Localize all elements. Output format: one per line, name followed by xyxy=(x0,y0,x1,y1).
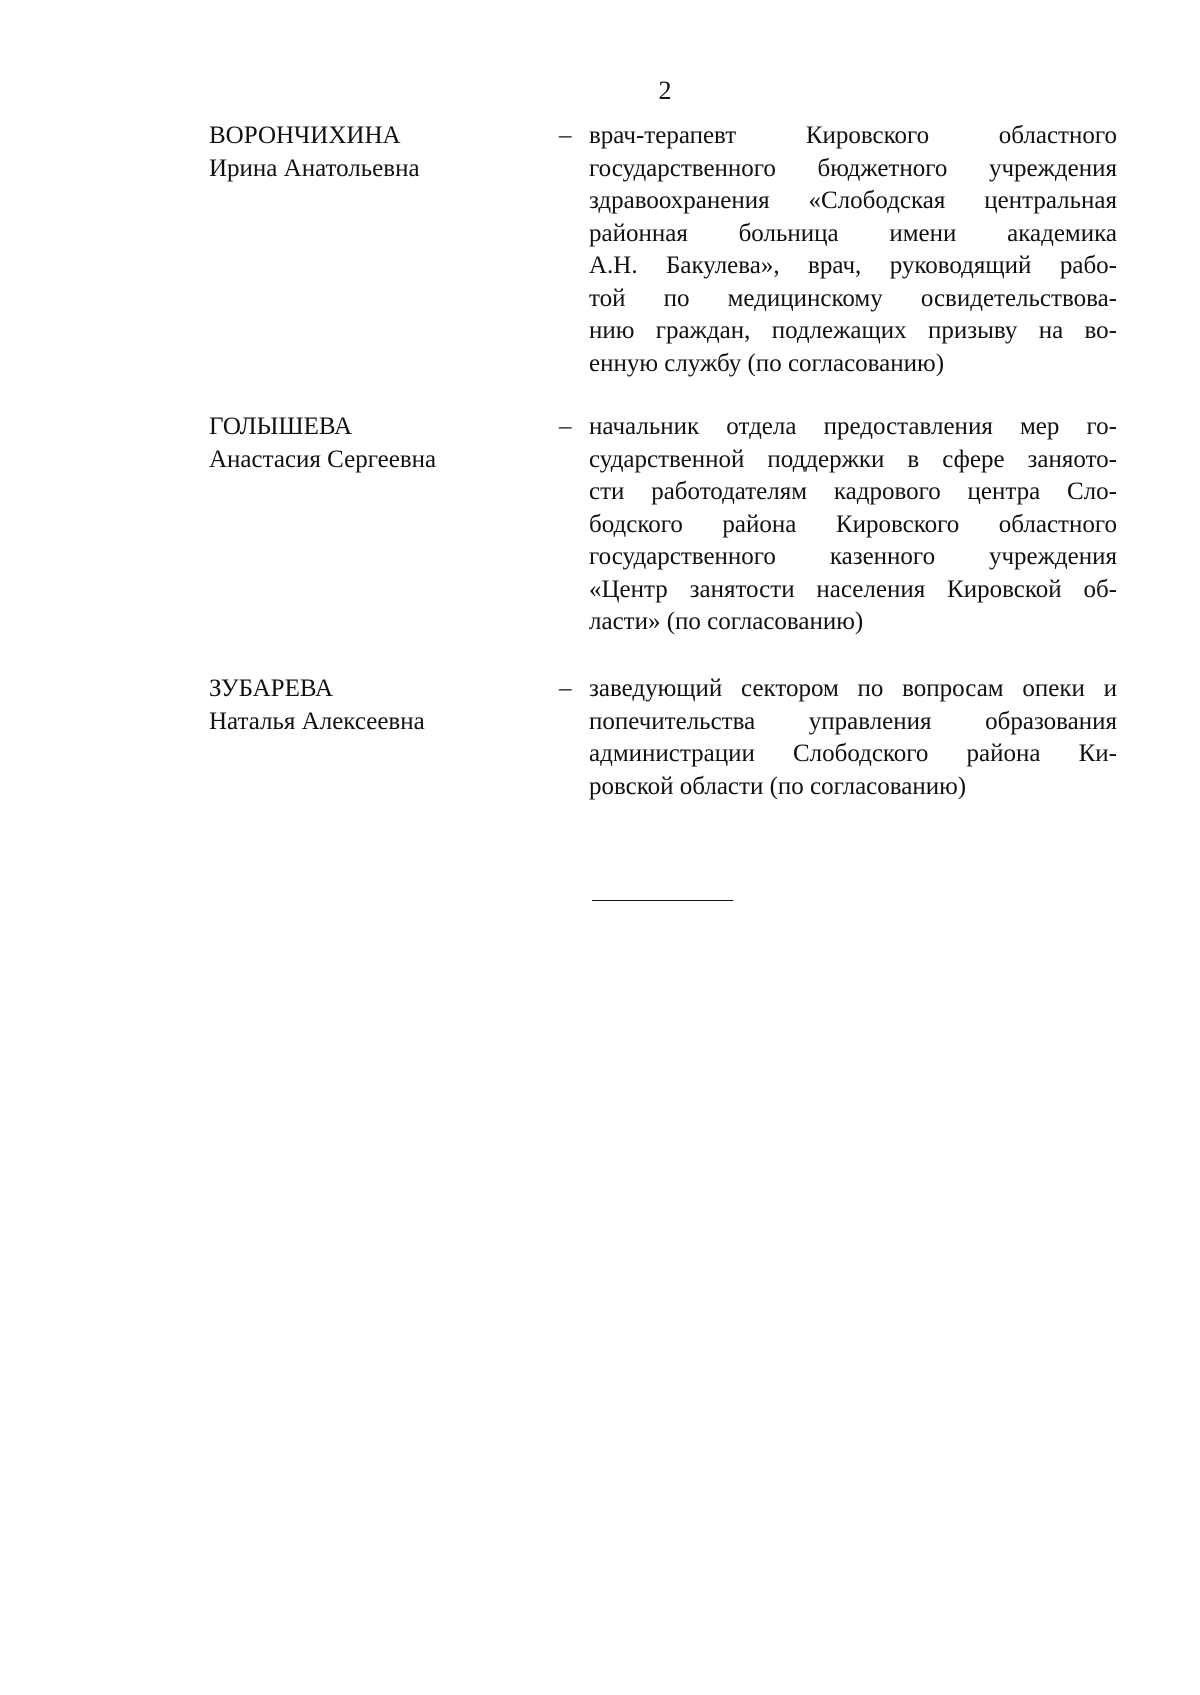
description-line: районная больница имени академика xyxy=(589,219,1117,247)
description-line: нию граждан, подлежащих призыву на во- xyxy=(589,317,1117,344)
description-line: бодского района Кировского областного xyxy=(589,510,1117,538)
member-position-description xyxy=(589,120,1117,380)
description-line: той по медицинскому освидетельствова- xyxy=(589,284,1117,312)
description-line: «Центр занятости населения Кировской об- xyxy=(589,575,1117,603)
description-line: сударственной поддержки в сфере заняото- xyxy=(589,445,1117,473)
member-given-names: Ирина Анатольевна xyxy=(209,154,420,182)
entry-dash: – xyxy=(559,122,572,149)
description-line: попечительства управления образования xyxy=(589,707,1117,735)
member-name xyxy=(209,411,549,476)
member-surname: ВОРОНЧИХИНА xyxy=(209,122,401,149)
entry-dash: – xyxy=(559,413,572,440)
entry-dash: – xyxy=(559,675,572,702)
end-of-list-rule xyxy=(592,900,733,901)
member-name xyxy=(209,120,549,185)
description-line: врач-терапевт Кировского областного xyxy=(589,122,1117,149)
description-line: ласти» (по согласованию) xyxy=(589,608,864,635)
description-line: начальник отдела предоставления мер го- xyxy=(589,413,1117,440)
description-line: государственного бюджетного учреждения xyxy=(589,154,1117,182)
member-given-names: Анастасия Сергеевна xyxy=(209,445,437,473)
description-line: администрации Слободского района Ки- xyxy=(589,740,1117,767)
member-given-names: Наталья Алексеевна xyxy=(209,707,425,735)
member-surname: ЗУБАРЕВА xyxy=(209,675,334,702)
description-line: сти работодателям кадрового центра Сло- xyxy=(589,478,1117,505)
description-line: заведующий сектором по вопросам опеки и xyxy=(589,675,1117,702)
description-line: А.Н. Бакулева», врач, руководящий рабо- xyxy=(589,252,1117,279)
member-position-description xyxy=(589,673,1117,803)
member-name xyxy=(209,673,549,738)
description-line: ровской области (по согласованию) xyxy=(589,772,967,800)
page-number: 2 xyxy=(658,76,672,105)
member-position-description xyxy=(589,411,1117,639)
description-line: государственного казенного учреждения xyxy=(589,543,1117,570)
member-surname: ГОЛЫШЕВА xyxy=(209,413,353,440)
description-line: здравоохранения «Слободская центральная xyxy=(589,187,1117,214)
description-line: енную службу (по согласованию) xyxy=(589,349,945,377)
